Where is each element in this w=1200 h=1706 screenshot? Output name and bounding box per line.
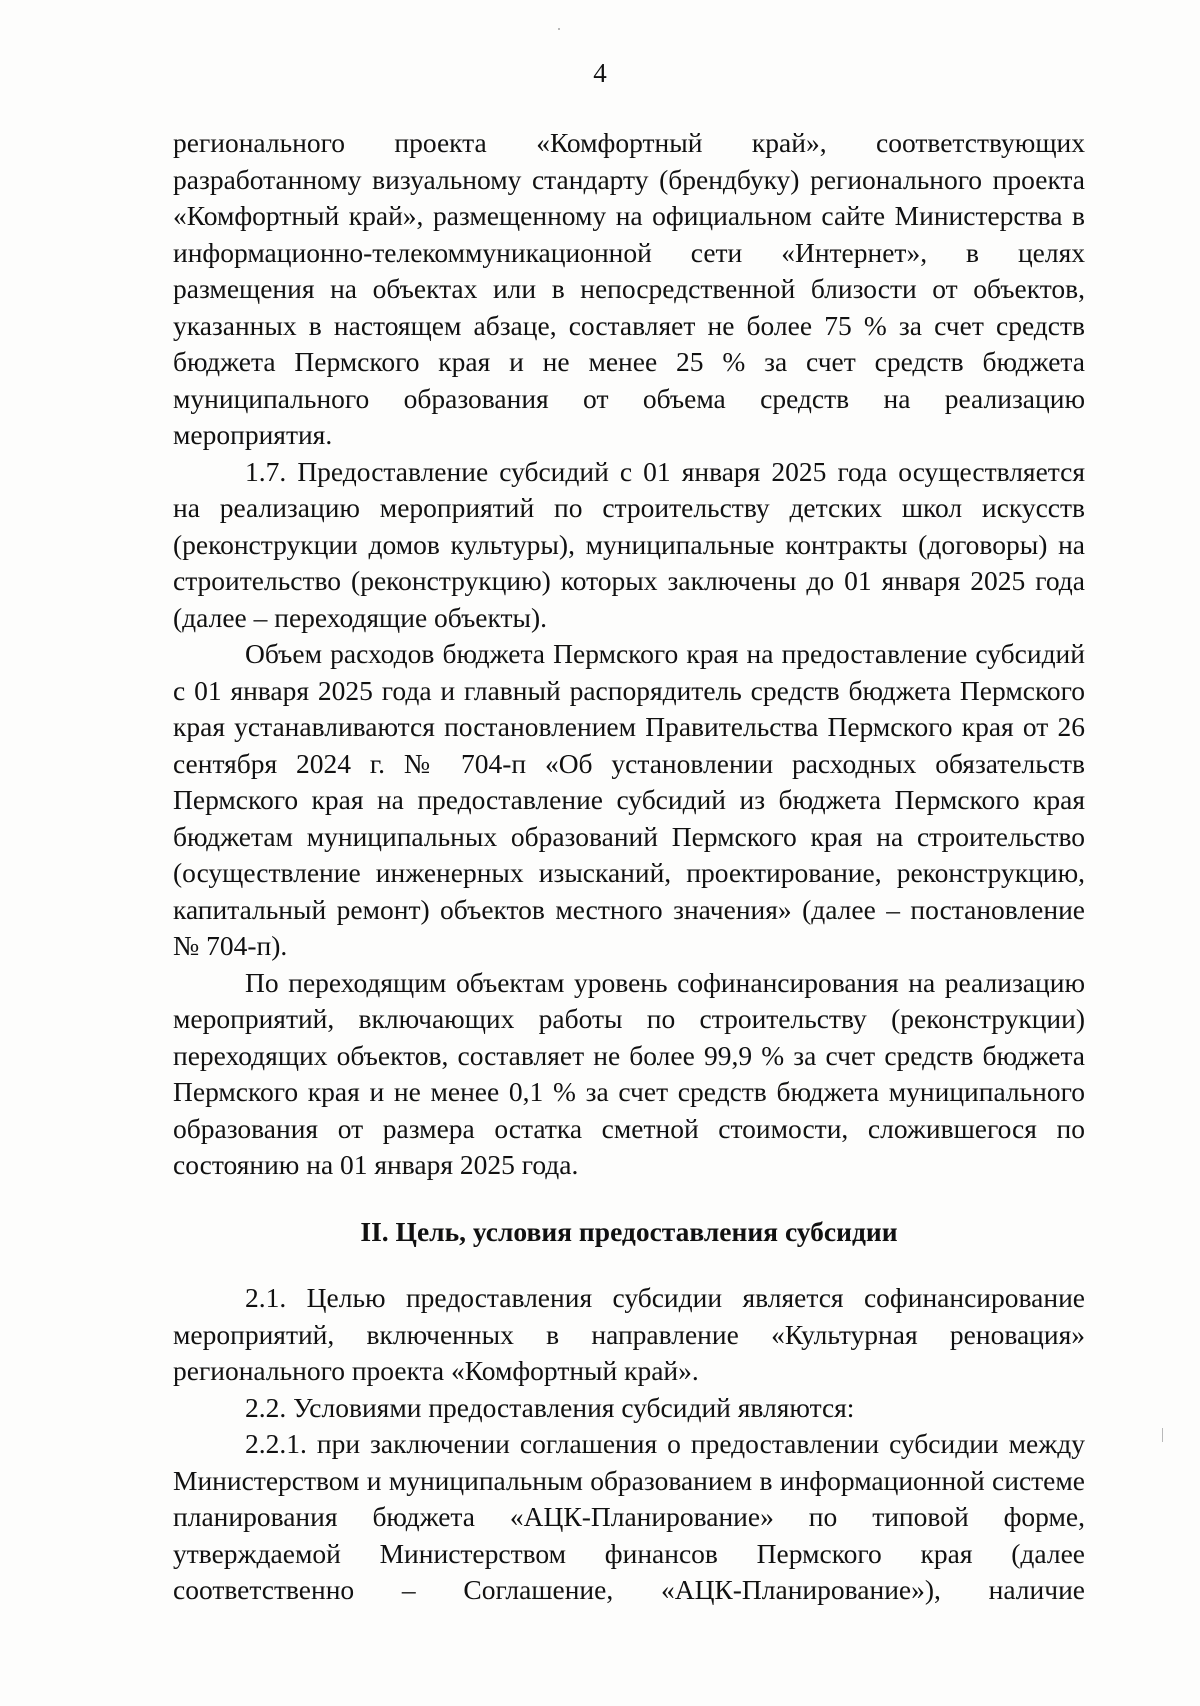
paragraph-1-7: 1.7. Предоставление субсидий с 01 января 2025 года осуществляется на реализацию мероприятий по строительству детских школ искусств (реконструкции домов культуры), муниципальные контракты (договоры) на строительство (реконструкцию) которых заключены до 01 января 2025 года (далее – переходящие объекты).	[173, 455, 1085, 633]
document-body	[173, 125, 1085, 1609]
paragraph-2-2-1: 2.2.1. при заключении соглашения о предоставлении субсидии между Министерством и муниципальным образованием в информационной системе планирования бюджета «АЦК-Планирование» по типовой форме, утверждаемой Министерством финансов Пермского края (далее соответственно – Соглашение, «АЦК-Планирование»), наличие	[173, 1428, 1085, 1605]
page-number: 4	[593, 58, 607, 88]
paragraph-budget-volume: Объем расходов бюджета Пермского края на предоставление субсидий с 01 января 2025 года и главный распорядитель средств бюджета Пермского края устанавливаются постановлением Правительства Пермского края от 26 сентября 2024 г. № 704-п «Об установлении расходных обязательств Пермского края на предоставление субсидий из бюджета Пермского края бюджетам муниципальных образований Пермского края на строительство (осуществление инженерных изысканий, проектирование, реконструкцию, капитальный ремонт) объектов местного значения» (далее – постановление № 704-п).	[173, 638, 1085, 961]
paragraph-1-7-continuation: регионального проекта «Комфортный край», соответствующих разработанному визуальному стандарту (брендбуку) регионального проекта «Комфортный край», размещенному на официальном сайте Министерства в информационно-телекоммуникационной сети «Интернет», в целях размещения на объектах или в непосредственной близости от объектов, указанных в настоящем абзаце, составляет не более 75 % за счет средств бюджета Пермского края и не менее 25 % за счет средств бюджета муниципального образования от объема средств на реализацию мероприятия.	[173, 127, 1085, 450]
scan-mark-right	[1162, 1428, 1163, 1442]
paragraph-2-1: 2.1. Целью предоставления субсидии является софинансирование мероприятий, включенных в направление «Культурная реновация» регионального проекта «Комфортный край».	[173, 1282, 1085, 1386]
paragraph-cofinancing-level: По переходящим объектам уровень софинансирования на реализацию мероприятий, включающих работы по строительству (реконструкции) переходящих объектов, составляет не более 99,9 % за счет средств бюджета Пермского края и не менее 0,1 % за счет средств бюджета муниципального образования от размера остатка сметной стоимости, сложившегося по состоянию на 01 января 2025 года.	[173, 966, 1085, 1180]
scan-mark-top	[558, 28, 560, 30]
section-heading-2: II. Цель, условия предоставления субсидии	[360, 1215, 898, 1247]
paragraph-2-2: 2.2. Условиями предоставления субсидий являются:	[245, 1391, 855, 1423]
